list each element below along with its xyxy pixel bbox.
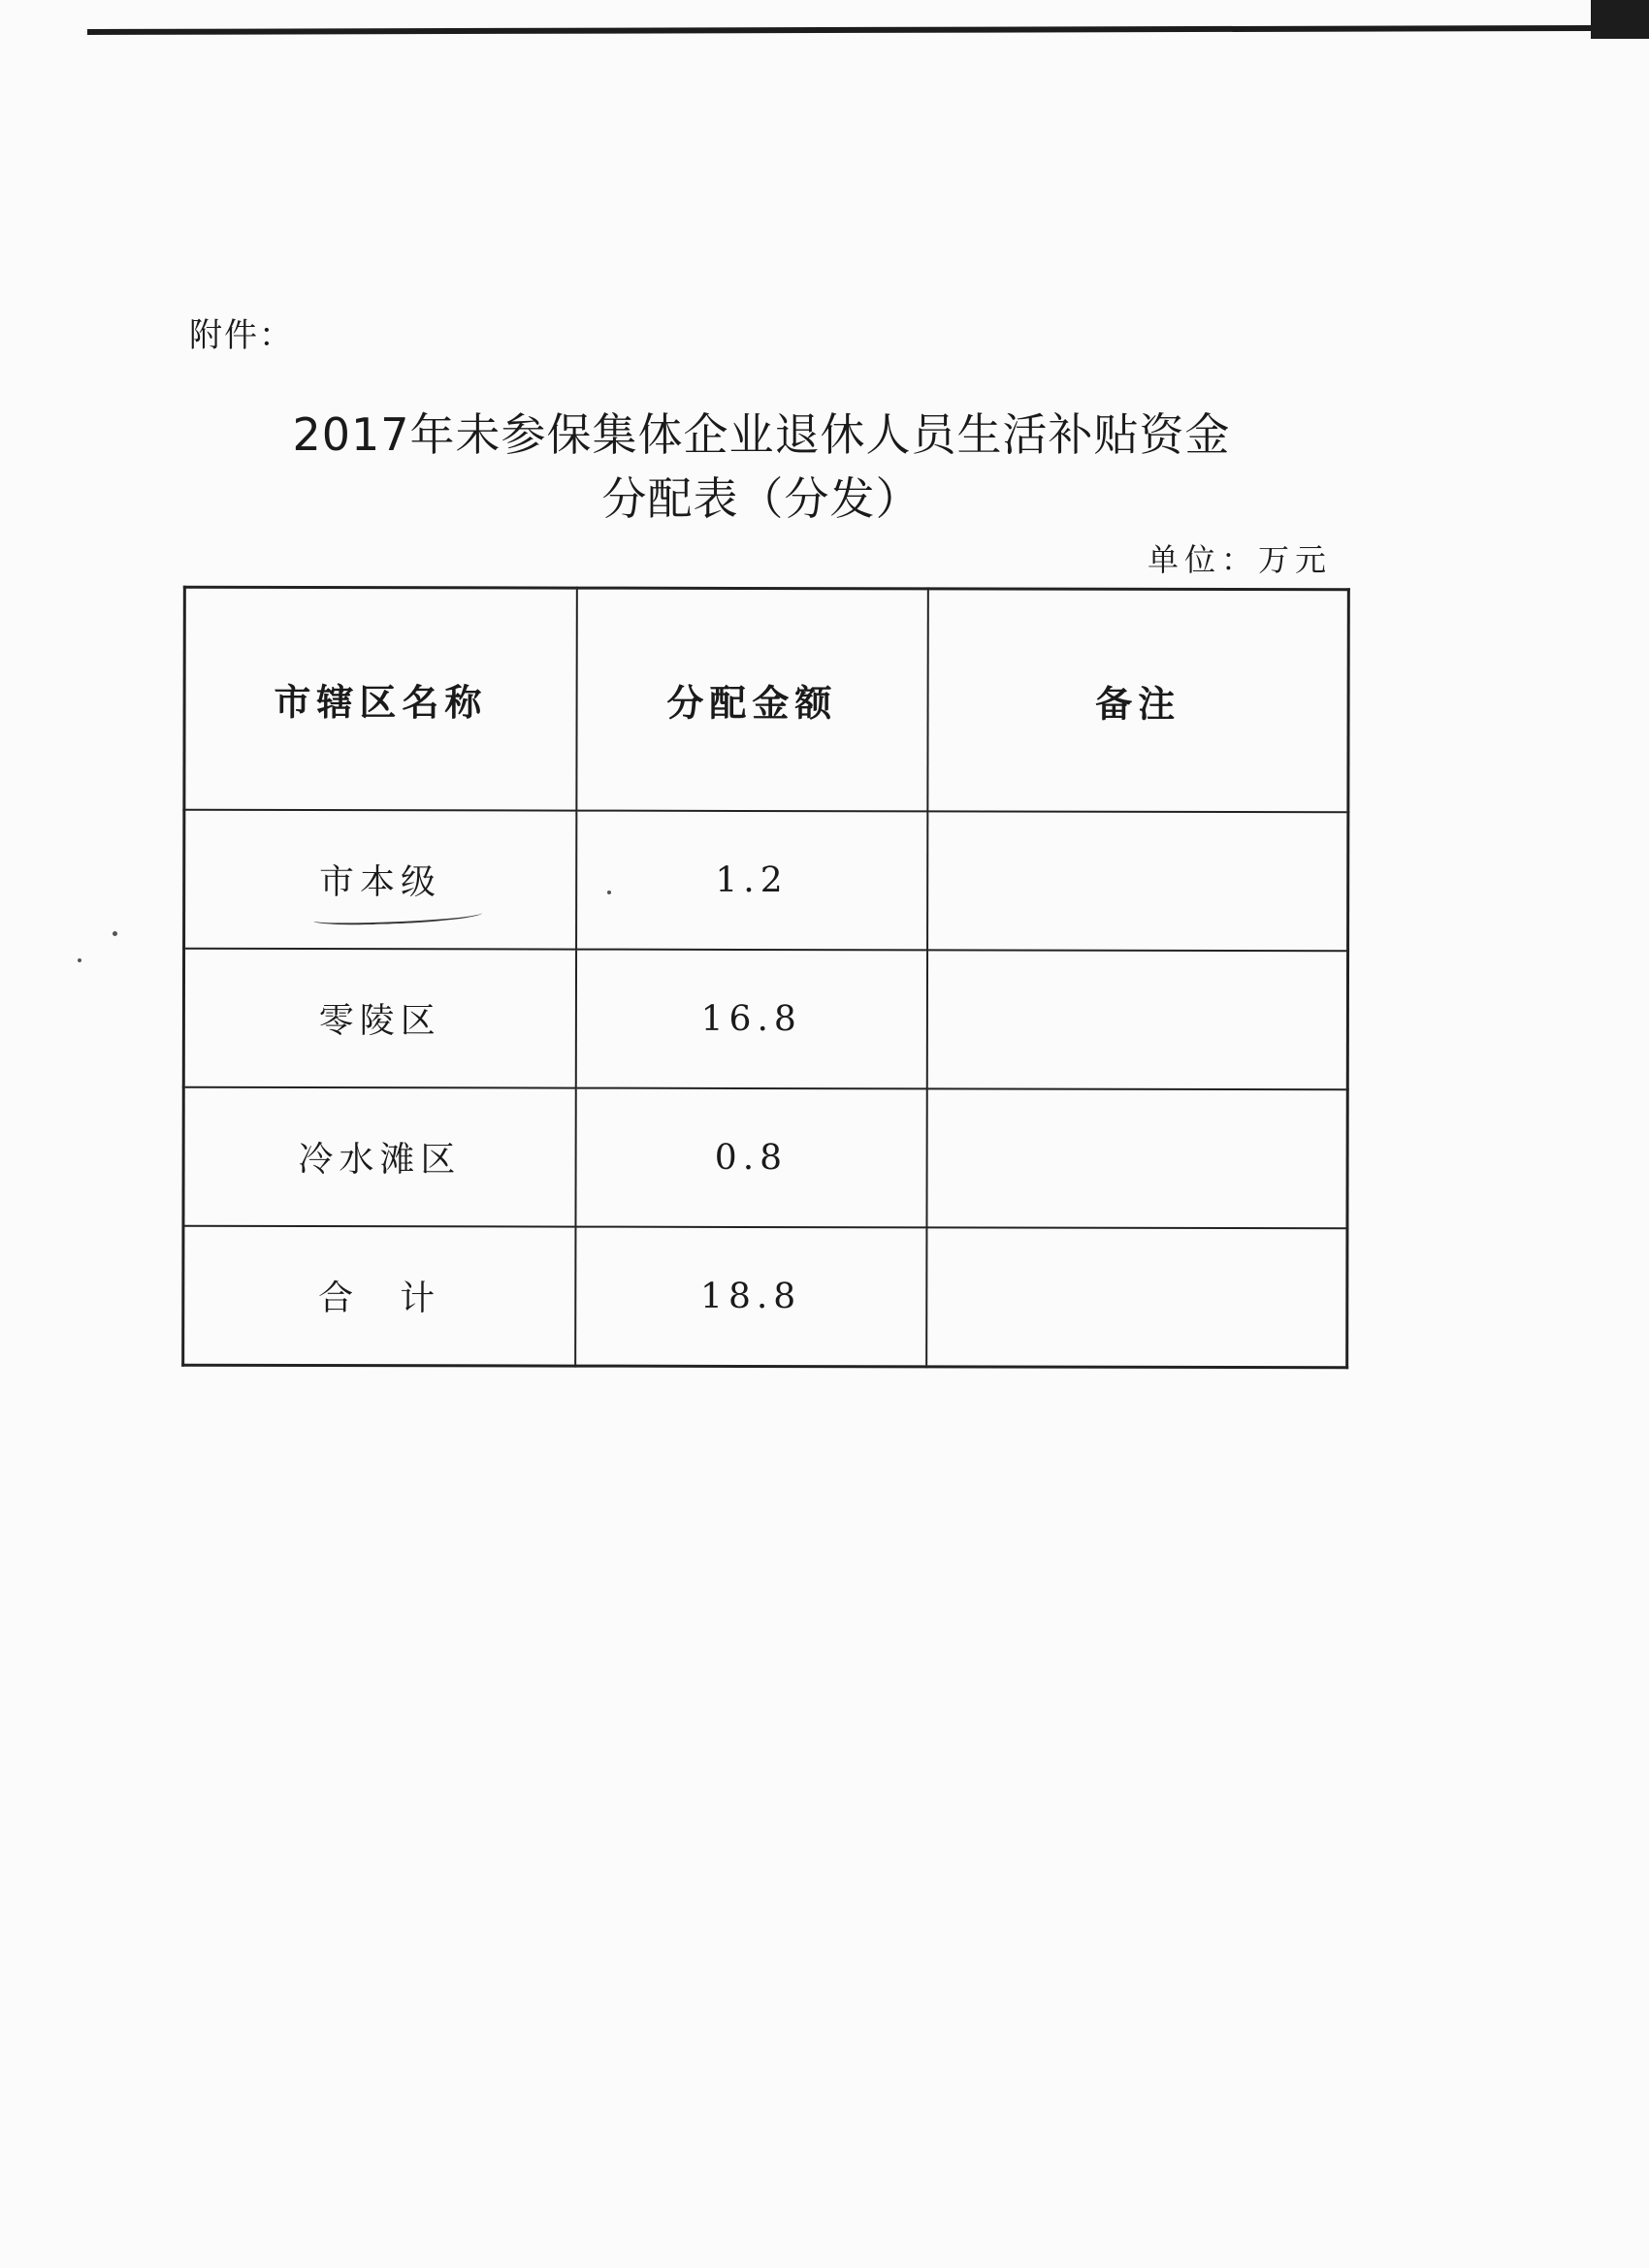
cell-total-label: 合 计 xyxy=(183,1226,575,1366)
cell-remark xyxy=(926,1227,1347,1367)
scan-corner xyxy=(1591,0,1649,39)
cell-amount: 16.8 xyxy=(575,950,927,1089)
table-total-row xyxy=(183,1226,1347,1368)
cell-total-amount: 18.8 xyxy=(575,1227,927,1367)
table-row xyxy=(183,1087,1347,1229)
scan-edge xyxy=(87,25,1591,35)
document-title xyxy=(233,403,1290,531)
table-header-row xyxy=(184,587,1348,812)
cell-district-name: 冷水滩区 xyxy=(183,1087,575,1227)
cell-amount: 1.2 xyxy=(576,811,928,951)
scan-speck xyxy=(78,958,81,962)
table-row xyxy=(183,949,1347,1090)
title-line-2: 分配表（分发） xyxy=(601,472,922,525)
header-remark: 备注 xyxy=(927,589,1348,812)
cell-amount: 0.8 xyxy=(575,1088,927,1228)
cell-remark xyxy=(927,811,1348,951)
title-line-1: 2017年未参保集体企业退休人员生活补贴资金 xyxy=(292,408,1231,461)
cell-district-name: 零陵区 xyxy=(183,949,575,1088)
table-row xyxy=(184,810,1348,952)
cell-remark xyxy=(927,950,1348,1089)
cell-district-name xyxy=(184,810,576,950)
unit-label: 单位：万元 xyxy=(1148,541,1333,578)
scan-speck xyxy=(607,891,611,894)
header-amount: 分配金额 xyxy=(576,588,928,811)
scan-speck xyxy=(113,931,117,936)
header-district-name: 市辖区名称 xyxy=(184,587,577,810)
underlined-district-name: 市本级 xyxy=(319,855,441,904)
allocation-table xyxy=(181,586,1350,1370)
cell-remark xyxy=(926,1088,1347,1228)
attachment-label: 附件： xyxy=(189,316,294,355)
